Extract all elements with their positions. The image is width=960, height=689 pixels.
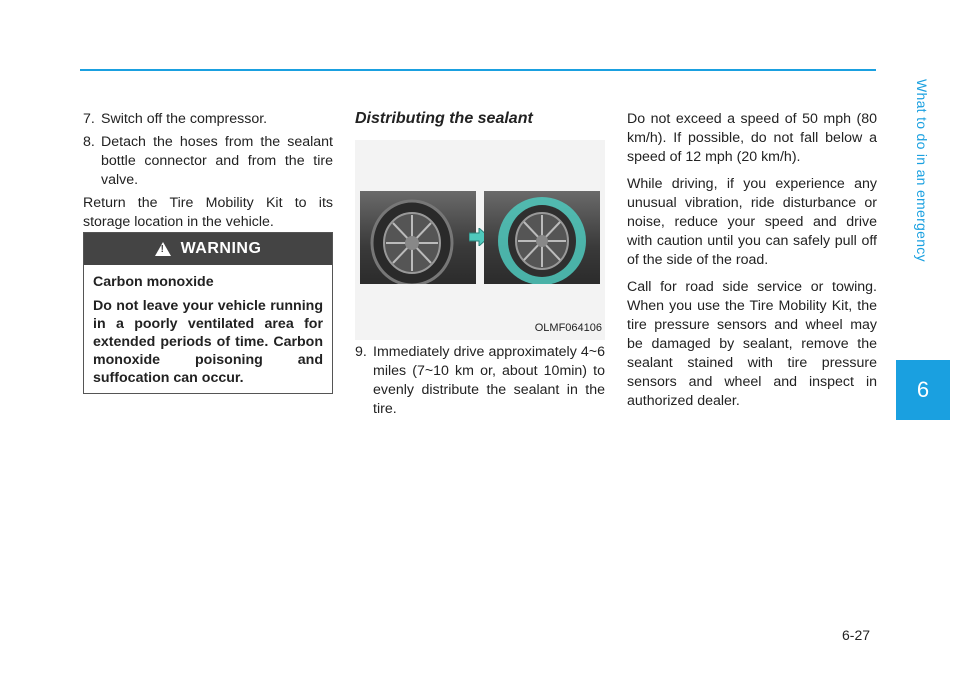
section-side-title <box>910 20 934 320</box>
step-number: 8. <box>83 134 95 150</box>
tire-before-icon <box>360 191 476 284</box>
figure-code: OLMF064106 <box>534 322 602 334</box>
warning-subtitle: Carbon monoxide <box>93 274 214 290</box>
side-title-text: What to do in an emergency <box>914 78 930 262</box>
service-paragraph: Call for road side service or towing. When you use the Tire Mobility Kit, the tire pressure sensors and wheel may be damaged by sealant, remove the sealant stained with tire pressure sensors and wheel and inspect in authorized dealer. <box>627 279 877 409</box>
tire-sealant-icon <box>484 191 600 284</box>
header-rule <box>80 69 876 71</box>
warning-body <box>84 265 332 401</box>
speed-paragraph: Do not exceed a speed of 50 mph (80 km/h). If possible, do not fall below a speed of 12 mph (20 km/h). <box>627 111 877 165</box>
section-heading: Distributing the sealant <box>355 110 533 127</box>
step-number: 7. <box>83 111 95 127</box>
vibration-paragraph: While driving, if you experience any unusual vibration, ride disturbance or noise, reduce your speed and drive with caution until you can safely pull off of the side of the road. <box>627 176 877 268</box>
warning-box <box>83 232 333 394</box>
step-text: Switch off the compressor. <box>101 111 268 127</box>
step-8 <box>83 133 333 190</box>
warning-title: WARNING <box>180 240 262 257</box>
return-kit-paragraph: Return the Tire Mobility Kit to its storage location in the vehicle. <box>83 195 333 230</box>
chapter-tab[interactable]: 6 <box>896 360 950 420</box>
step-number: 9. <box>355 344 367 360</box>
column-2-text <box>355 343 605 423</box>
tire-before-image <box>360 191 476 284</box>
step-text: Immediately drive approximately 4~6 miles (7~10 km or, about 10min) to evenly distribute the sealant in the tire. <box>373 344 605 417</box>
sealant-figure <box>355 140 605 340</box>
warning-text: Do not leave your vehicle running in a poorly ventilated area for extended periods of time. Carbon monoxide poisoning and suffocation can occur. <box>93 298 323 386</box>
step-7 <box>83 110 333 129</box>
warning-triangle-icon <box>155 242 171 256</box>
step-9 <box>355 343 605 419</box>
page-number: 6-27 <box>842 627 871 643</box>
warning-header <box>84 233 332 265</box>
column-3 <box>627 110 877 419</box>
column-1 <box>83 110 333 240</box>
tire-after-image <box>484 191 600 284</box>
step-text: Detach the hoses from the sealant bottle connector and from the tire valve. <box>101 134 333 188</box>
